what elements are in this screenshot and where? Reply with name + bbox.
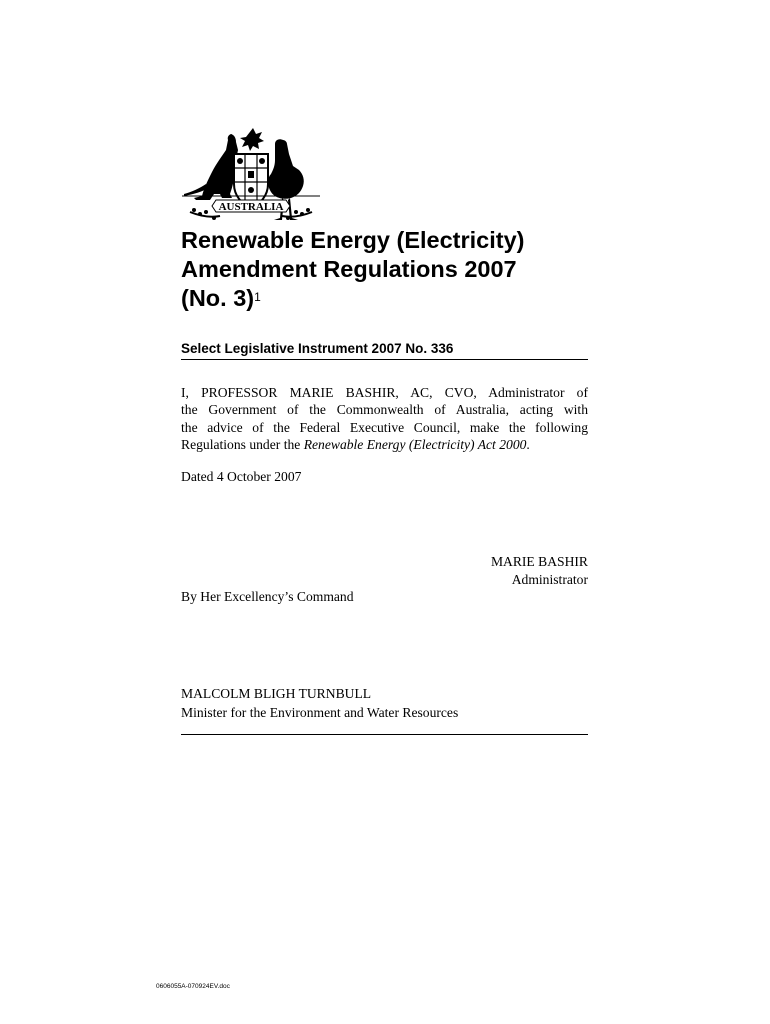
title-line-1: Renewable Energy (Electricity)	[181, 227, 525, 253]
preamble-line-3: the advice of the Federal Executive Council, make the following	[181, 419, 588, 435]
title-line-3: (No. 3)	[181, 285, 255, 311]
page-title	[181, 226, 601, 317]
coat-of-arms-icon	[180, 126, 322, 226]
preamble-line-2: the Government of the Commonwealth of Australia, acting with	[181, 402, 588, 418]
preamble-paragraph	[181, 384, 588, 453]
act-name: Renewable Energy (Electricity) Act 2000	[303, 436, 527, 452]
administrator-role: Administrator	[511, 572, 588, 587]
preamble-line-1: I, PROFESSOR MARIE BASHIR, AC, CVO, Administrator of	[181, 385, 588, 400]
administrator-signature-block	[491, 553, 588, 589]
crest-banner-text: AUSTRALIA	[218, 201, 284, 213]
minister-signature-block	[181, 685, 588, 735]
footnote-marker[interactable]: 1	[254, 290, 261, 304]
minister-role: Minister for the Environment and Water Resources	[181, 704, 459, 720]
preamble-line-4-prefix: Regulations under the	[181, 436, 304, 452]
preamble-line-4-suffix: .	[526, 436, 530, 452]
instrument-number: Select Legislative Instrument 2007 No. 336	[181, 341, 588, 360]
coat-of-arms	[180, 126, 322, 226]
minister-name: MALCOLM BLIGH TURNBULL	[181, 686, 372, 701]
administrator-name: MARIE BASHIR	[490, 554, 588, 569]
date-line: Dated 4 October 2007	[181, 469, 302, 484]
title-line-2: Amendment Regulations 2007	[181, 256, 517, 282]
command-line: By Her Excellency’s Command	[181, 589, 354, 604]
footer-document-code: 0606055A-070924EV.doc	[156, 983, 230, 990]
